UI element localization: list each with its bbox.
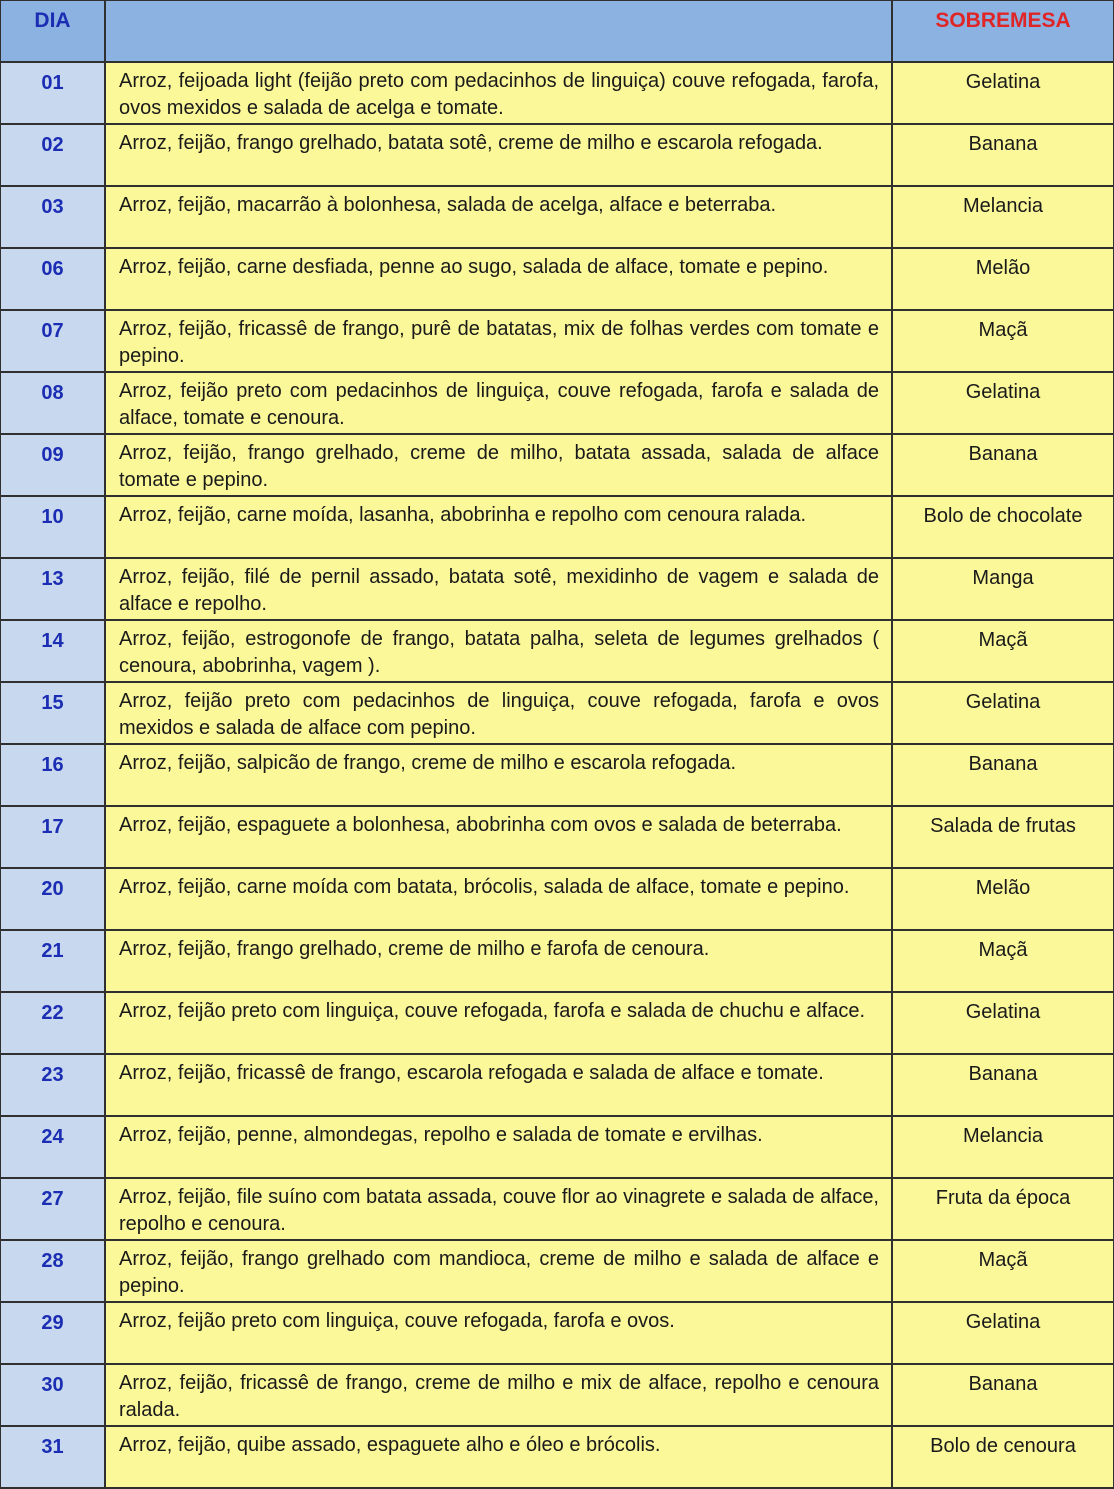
dessert-name: Banana [893,125,1114,185]
menu-description: Arroz, feijão preto com linguiça, couve refogada, farofa e salada de chuchu e alface. [106,993,893,1053]
menu-description: Arroz, feijão, fricassê de frango, escarola refogada e salada de alface e tomate. [106,1055,893,1115]
menu-description: Arroz, feijão, fricassê de frango, creme de milho e mix de alface, repolho e cenoura ralada. [106,1365,893,1425]
day-number: 23 [1,1055,106,1115]
day-number: 30 [1,1365,106,1425]
dessert-name: Salada de frutas [893,807,1114,867]
dessert-name: Banana [893,435,1114,495]
day-number: 10 [1,497,106,557]
table-row [1,807,1114,869]
day-number: 28 [1,1241,106,1301]
menu-description: Arroz, feijão, file suíno com batata assada, couve flor ao vinagrete e salada de alface, repolho e cenoura. [106,1179,893,1239]
table-row [1,1427,1114,1489]
day-number: 03 [1,187,106,247]
day-number: 22 [1,993,106,1053]
table-row [1,993,1114,1055]
day-number: 13 [1,559,106,619]
dessert-name: Bolo de chocolate [893,497,1114,557]
table-row [1,1117,1114,1179]
dessert-name: Banana [893,1365,1114,1425]
dessert-name: Melancia [893,1117,1114,1177]
dessert-name: Banana [893,1055,1114,1115]
dessert-name: Gelatina [893,993,1114,1053]
dessert-name: Banana [893,745,1114,805]
menu-description: Arroz, feijão, filé de pernil assado, batata sotê, mexidinho de vagem e salada de alface e repolho. [106,559,893,619]
day-number: 17 [1,807,106,867]
table-row [1,559,1114,621]
menu-description: Arroz, feijão, macarrão à bolonhesa, salada de acelga, alface e beterraba. [106,187,893,247]
table-row [1,435,1114,497]
dessert-name: Manga [893,559,1114,619]
day-number: 31 [1,1427,106,1487]
menu-description: Arroz, feijão, fricassê de frango, purê de batatas, mix de folhas verdes com tomate e pepino. [106,311,893,371]
table-row [1,1365,1114,1427]
table-row [1,683,1114,745]
menu-description: Arroz, feijoada light (feijão preto com pedacinhos de linguiça) couve refogada, farofa, ovos mexidos e salada de acelga e tomate. [106,63,893,123]
table-row [1,187,1114,249]
menu-description: Arroz, feijão, frango grelhado, creme de milho e farofa de cenoura. [106,931,893,991]
day-number: 09 [1,435,106,495]
menu-description: Arroz, feijão, quibe assado, espaguete alho e óleo e brócolis. [106,1427,893,1487]
table-row [1,497,1114,559]
table-row [1,1241,1114,1303]
table-row [1,1303,1114,1365]
dessert-name: Gelatina [893,1303,1114,1363]
table-row [1,1179,1114,1241]
dessert-name: Gelatina [893,63,1114,123]
table-row [1,931,1114,993]
table-row [1,63,1114,125]
day-number: 01 [1,63,106,123]
menu-description: Arroz, feijão, carne moída com batata, brócolis, salada de alface, tomate e pepino. [106,869,893,929]
dessert-name: Melão [893,249,1114,309]
dessert-name: Gelatina [893,683,1114,743]
table-row [1,249,1114,311]
day-number: 14 [1,621,106,681]
dessert-name: Melão [893,869,1114,929]
day-number: 20 [1,869,106,929]
table-row [1,311,1114,373]
header-dia: DIA [1,1,106,61]
day-number: 24 [1,1117,106,1177]
day-number: 21 [1,931,106,991]
menu-description: Arroz, feijão preto com linguiça, couve refogada, farofa e ovos. [106,1303,893,1363]
menu-description: Arroz, feijão, carne desfiada, penne ao sugo, salada de alface, tomate e pepino. [106,249,893,309]
dessert-name: Melancia [893,187,1114,247]
menu-description: Arroz, feijão, frango grelhado, batata sotê, creme de milho e escarola refogada. [106,125,893,185]
table-row [1,1055,1114,1117]
menu-description: Arroz, feijão preto com pedacinhos de linguiça, couve refogada, farofa e ovos mexidos e salada de alface com pepino. [106,683,893,743]
dessert-name: Maçã [893,621,1114,681]
dessert-name: Maçã [893,311,1114,371]
day-number: 06 [1,249,106,309]
menu-description: Arroz, feijão, carne moída, lasanha, abobrinha e repolho com cenoura ralada. [106,497,893,557]
day-number: 07 [1,311,106,371]
dessert-name: Bolo de cenoura [893,1427,1114,1487]
menu-description: Arroz, feijão, espaguete a bolonhesa, abobrinha com ovos e salada de beterraba. [106,807,893,867]
menu-description: Arroz, feijão, salpicão de frango, creme de milho e escarola refogada. [106,745,893,805]
menu-description: Arroz, feijão, frango grelhado com mandioca, creme de milho e salada de alface e pepino. [106,1241,893,1301]
day-number: 15 [1,683,106,743]
day-number: 08 [1,373,106,433]
table-row [1,621,1114,683]
menu-description: Arroz, feijão, penne, almondegas, repolho e salada de tomate e ervilhas. [106,1117,893,1177]
dessert-name: Gelatina [893,373,1114,433]
dessert-name: Maçã [893,931,1114,991]
menu-description: Arroz, feijão preto com pedacinhos de linguiça, couve refogada, farofa e salada de alface, tomate e cenoura. [106,373,893,433]
day-number: 16 [1,745,106,805]
day-number: 27 [1,1179,106,1239]
day-number: 29 [1,1303,106,1363]
menu-description: Arroz, feijão, frango grelhado, creme de milho, batata assada, salada de alface tomate e pepino. [106,435,893,495]
table-row [1,373,1114,435]
menu-description: Arroz, feijão, estrogonofe de frango, batata palha, seleta de legumes grelhados ( cenoura, abobrinha, vagem ). [106,621,893,681]
dessert-name: Fruta da época [893,1179,1114,1239]
header-sobremesa: SOBREMESA [893,1,1114,61]
table-header-row [1,1,1114,63]
dessert-name: Maçã [893,1241,1114,1301]
table-row [1,745,1114,807]
header-menu [106,1,893,61]
day-number: 02 [1,125,106,185]
table-row [1,125,1114,187]
table-row [1,869,1114,931]
